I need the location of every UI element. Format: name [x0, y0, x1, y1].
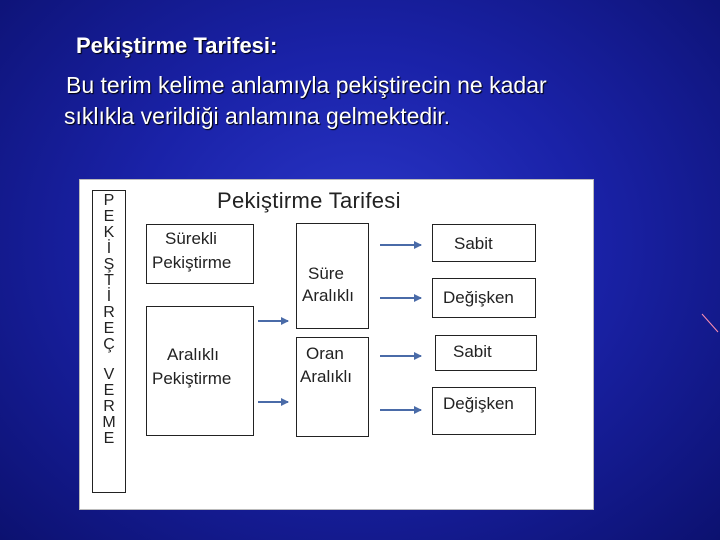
continuous-label-1: Sürekli	[165, 229, 217, 248]
vertical-letter: Ç	[103, 336, 115, 353]
ratio-label-1: Oran	[306, 344, 344, 363]
vertical-letter: İ	[106, 288, 112, 305]
vertical-letter: R	[103, 304, 115, 321]
vertical-letter: E	[103, 208, 115, 225]
slide-title: Pekiştirme Tarifesi:	[76, 33, 278, 58]
variable-interval-label: Değişken	[443, 288, 514, 307]
vertical-letter: E	[103, 430, 115, 447]
arrows-layer	[80, 180, 595, 511]
intermittent-label-1: Aralıklı	[167, 345, 219, 364]
variable-ratio-label: Değişken	[443, 394, 514, 413]
description-line-1: Bu terim kelime anlamıyla pekiştirecin ne kadar	[66, 72, 547, 98]
vertical-letter: E	[103, 382, 115, 399]
intermittent-label-2: Pekiştirme	[152, 369, 232, 388]
vertical-letter: Ş	[103, 256, 115, 273]
vertical-letter: R	[103, 398, 115, 415]
diagram-title: Pekiştirme Tarifesi	[217, 188, 401, 213]
description-line-2: sıklıkla verildiği anlamına gelmektedir.	[64, 103, 451, 129]
vertical-letter: E	[103, 320, 115, 337]
fixed-interval-label: Sabit	[454, 234, 493, 253]
slide-description	[64, 70, 694, 132]
vertical-letter: K	[103, 224, 115, 241]
interval-label-1: Süre	[308, 264, 344, 283]
vertical-letter: P	[103, 192, 115, 209]
vertical-letter: T	[104, 272, 114, 289]
continuous-label-2: Pekiştirme	[152, 253, 232, 272]
vertical-letter: V	[103, 366, 115, 383]
reinforcement-diagram	[79, 179, 594, 510]
ratio-label-2: Aralıklı	[300, 367, 352, 386]
vertical-letter: İ	[106, 240, 112, 257]
fixed-ratio-label: Sabit	[453, 342, 492, 361]
interval-label-2: Aralıklı	[302, 286, 354, 305]
vertical-letter: M	[102, 414, 116, 431]
decorative-slash	[700, 312, 720, 334]
